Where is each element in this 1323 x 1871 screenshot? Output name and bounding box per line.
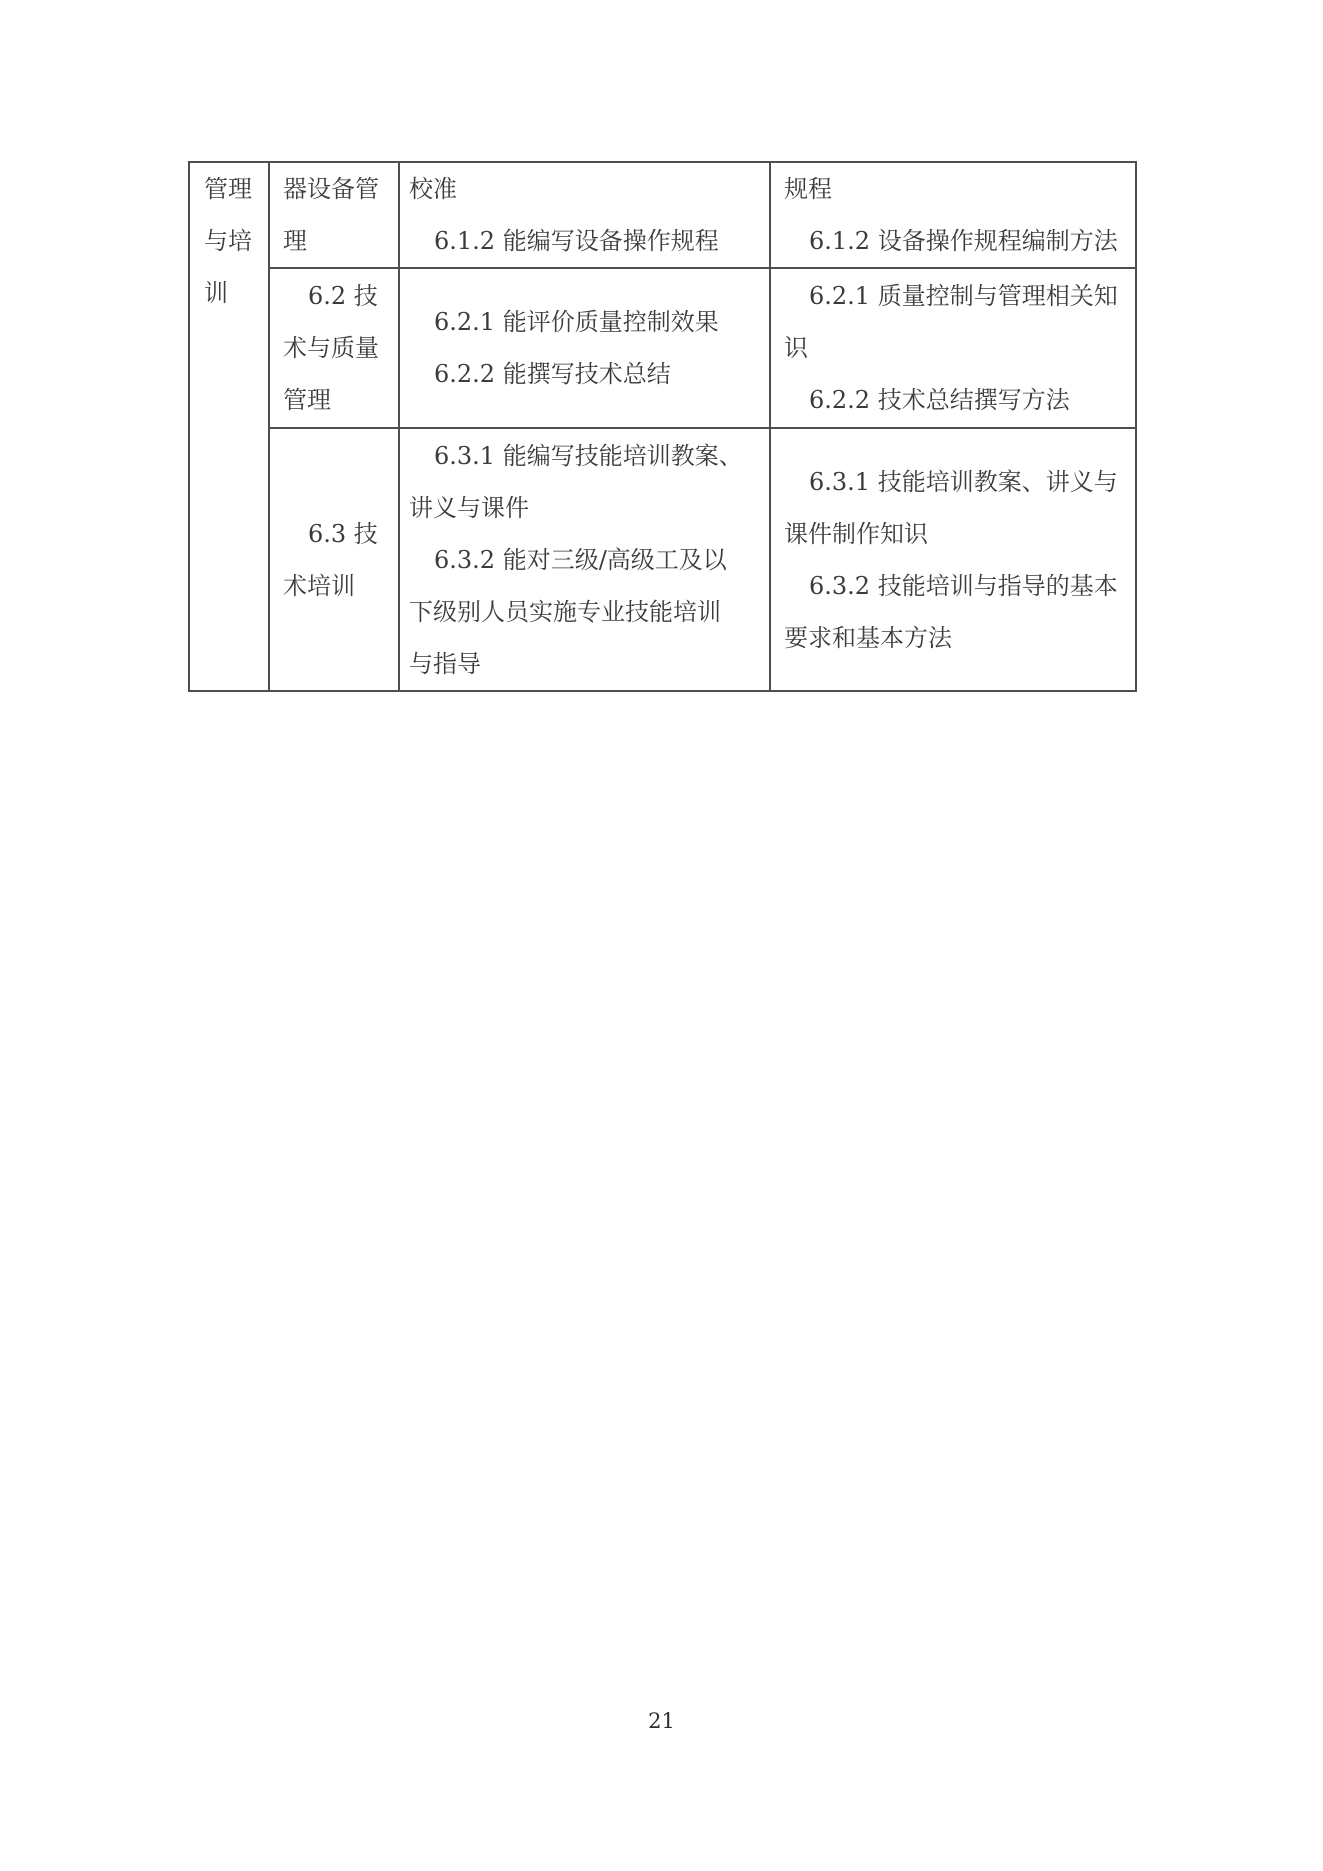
table-row-1 <box>189 162 1136 268</box>
skill-group-text: 6.2 技术与质量管理 <box>283 282 379 414</box>
knowledge-item: 6.2.2 技术总结撰写方法 <box>809 386 1070 414</box>
cell-skills-3 <box>399 428 770 691</box>
cell-skill-group-1 <box>269 162 399 268</box>
table-row-3 <box>189 428 1136 691</box>
knowledge-item: 6.2.1 质量控制与管理相关知识 <box>784 282 1118 362</box>
skill-item: 6.2.1 能评价质量控制效果 <box>434 308 719 336</box>
skill-item: 6.1.2 能编写设备操作规程 <box>434 227 719 255</box>
page-number: 21 <box>648 1709 675 1733</box>
skill-group-text: 6.3 技术培训 <box>283 519 378 600</box>
domain-header-text: 管理与培训 <box>204 175 252 307</box>
cell-skills-1 <box>399 162 770 268</box>
knowledge-item: 6.3.1 技能培训教案、讲义与课件制作知识 <box>784 467 1118 548</box>
cell-knowledge-3 <box>770 428 1136 691</box>
knowledge-item: 6.1.2 设备操作规程编制方法 <box>809 227 1118 255</box>
skill-item: 6.3.1 能编写技能培训教案、讲义与课件 <box>409 441 743 522</box>
skill-group-text: 器设备管理 <box>283 175 379 255</box>
skill-item: 6.3.2 能对三级/高级工及以下级别人员实施专业技能培训与指导 <box>409 545 727 678</box>
cell-knowledge-2 <box>770 268 1136 428</box>
cell-domain-header <box>189 162 269 691</box>
cell-knowledge-1 <box>770 162 1136 268</box>
knowledge-item: 6.3.2 技能培训与指导的基本要求和基本方法 <box>784 571 1118 652</box>
table-row-2 <box>189 268 1136 428</box>
skill-item: 6.2.2 能撰写技术总结 <box>434 360 671 388</box>
knowledge-item: 规程 <box>784 175 832 203</box>
cell-skills-2 <box>399 268 770 428</box>
cell-skill-group-2 <box>269 268 399 428</box>
cell-skill-group-3 <box>269 428 399 691</box>
skills-table <box>188 161 1137 692</box>
skill-item: 校准 <box>409 175 457 203</box>
